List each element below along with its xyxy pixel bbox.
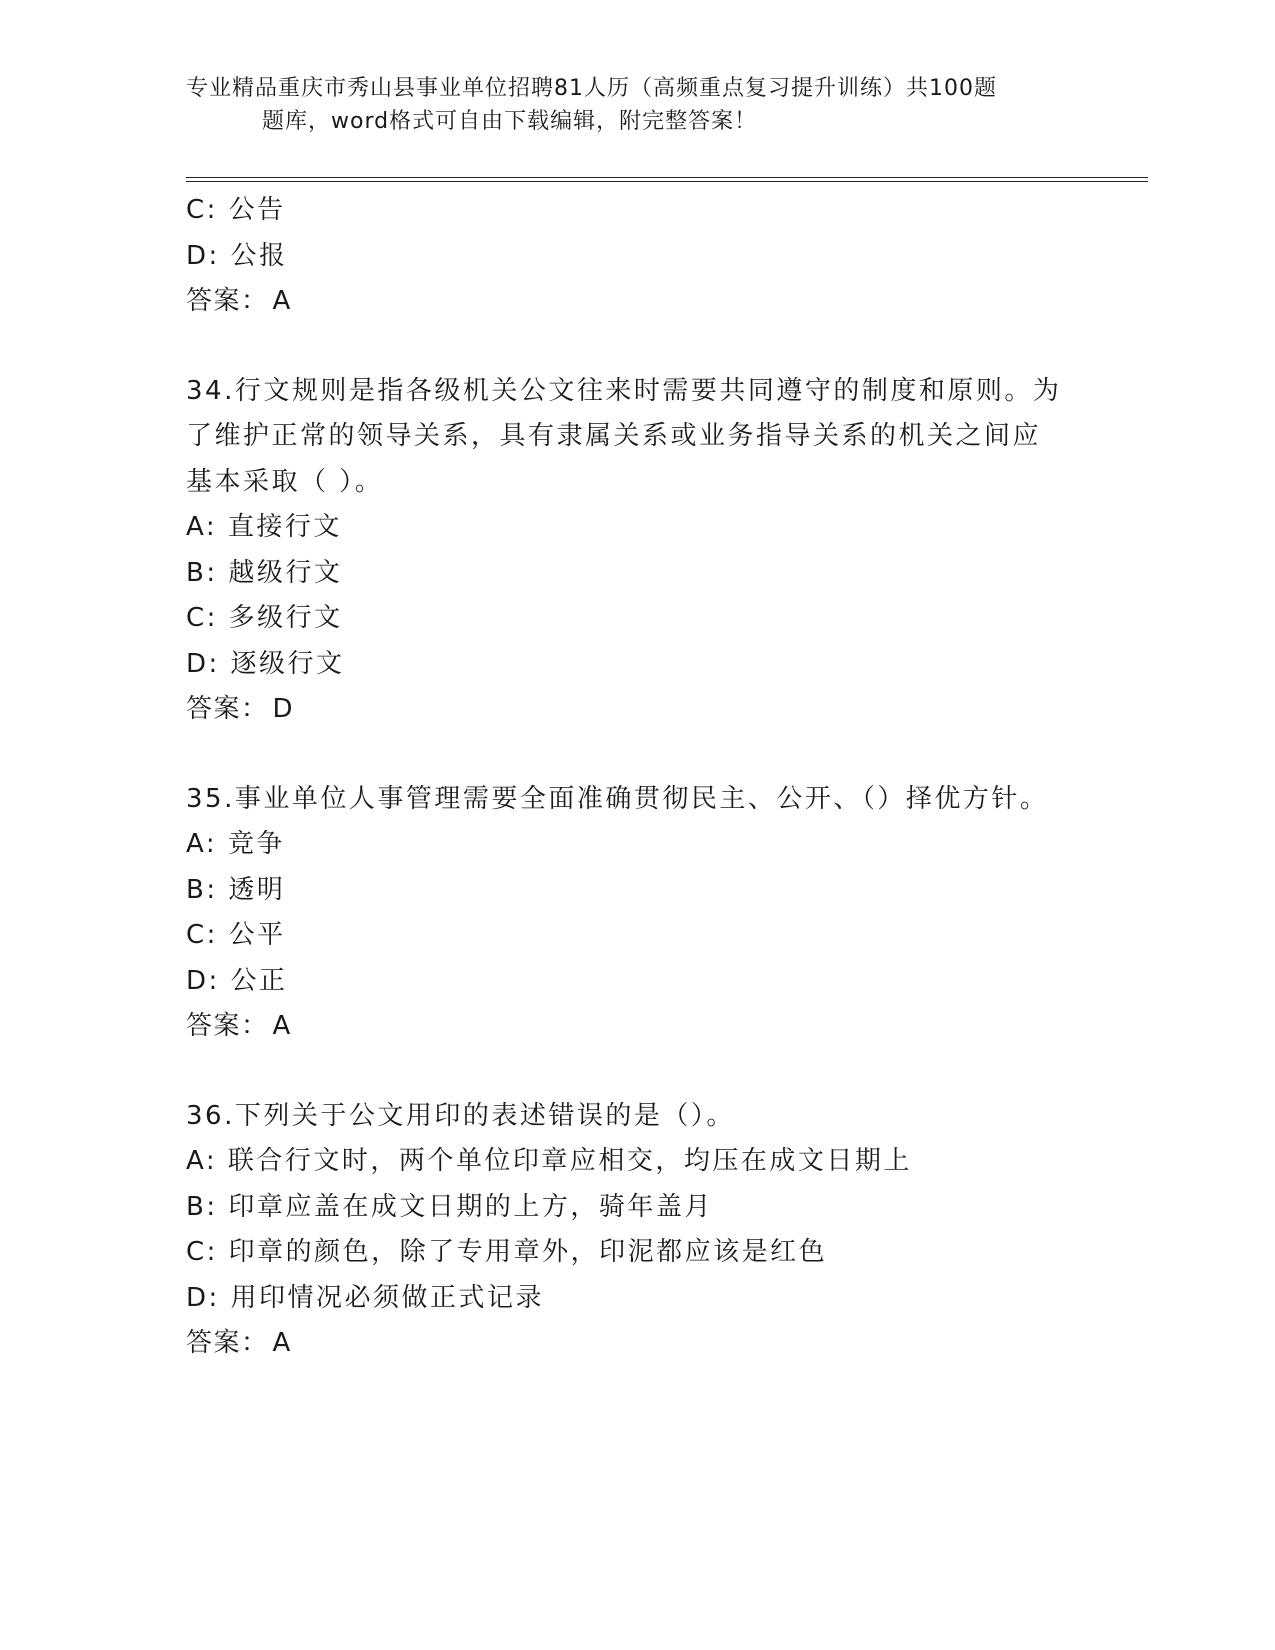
question-stem-line bbox=[186, 1094, 1096, 1140]
question-34 bbox=[186, 369, 1096, 733]
option-a: A: 联合行文时，两个单位印章应相交，均压在成文日期上 bbox=[186, 1146, 912, 1176]
answer-line bbox=[186, 1004, 1096, 1050]
question-number: 34. bbox=[186, 375, 235, 406]
option-d: D: 公报 bbox=[186, 240, 288, 271]
question-fragment bbox=[186, 188, 1096, 325]
option-b: B: 越级行文 bbox=[186, 557, 343, 588]
option-c: C: 公告 bbox=[186, 195, 286, 225]
header-rule-top bbox=[186, 177, 1148, 178]
page-header bbox=[186, 72, 1096, 138]
question-stem-line bbox=[186, 777, 1096, 823]
answer-line bbox=[186, 687, 1096, 733]
question-35 bbox=[186, 777, 1096, 1050]
option-b: B: 印章应盖在成文日期的上方，骑年盖月 bbox=[186, 1191, 713, 1222]
answer-value: A bbox=[272, 286, 292, 316]
question-36 bbox=[186, 1094, 1096, 1367]
document-body bbox=[186, 188, 1096, 1367]
answer-line bbox=[186, 1321, 1096, 1367]
answer-value: A bbox=[272, 1328, 292, 1358]
header-rule-bottom bbox=[186, 181, 1148, 182]
question-stem-text: 下列关于公文用印的表述错误的是（）。 bbox=[234, 1100, 735, 1131]
answer-line bbox=[186, 279, 1096, 325]
answer-label: 答案： bbox=[186, 694, 269, 724]
option-c: C: 多级行文 bbox=[186, 603, 343, 633]
option-c: C: 公平 bbox=[186, 920, 286, 950]
question-stem-text: 行文规则是指各级机关公文往来时需要共同遵守的制度和原则。为 bbox=[234, 375, 1062, 406]
question-stem-text: 事业单位人事管理需要全面准确贯彻民主、公开、（）择优方针。 bbox=[234, 783, 1049, 814]
option-d: D: 用印情况必须做正式记录 bbox=[186, 1282, 545, 1313]
answer-label: 答案： bbox=[186, 1011, 269, 1041]
option-b: B: 透明 bbox=[186, 874, 286, 905]
option-d: D: 逐级行文 bbox=[186, 648, 345, 679]
option-a: A: 竞争 bbox=[186, 829, 285, 859]
header-line-1: 专业精品重庆市秀山县事业单位招聘81人历（高频重点复习提升训练）共100题 bbox=[186, 76, 997, 101]
answer-value: A bbox=[272, 1011, 292, 1041]
answer-label: 答案： bbox=[186, 1328, 269, 1358]
option-c: C: 印章的颜色，除了专用章外，印泥都应该是红色 bbox=[186, 1237, 828, 1267]
question-stem-line: 基本采取（ ）。 bbox=[186, 466, 384, 497]
question-number: 35. bbox=[186, 783, 235, 814]
question-number: 36. bbox=[186, 1100, 235, 1131]
header-line-2: 题库，word格式可自由下载编辑，附完整答案！ bbox=[262, 109, 758, 134]
question-stem-line bbox=[186, 369, 1096, 415]
option-d: D: 公正 bbox=[186, 965, 288, 996]
question-stem-line: 了维护正常的领导关系，具有隶属关系或业务指导关系的机关之间应 bbox=[186, 421, 1042, 451]
option-a: A: 直接行文 bbox=[186, 512, 342, 542]
answer-value: D bbox=[272, 694, 295, 724]
answer-label: 答案： bbox=[186, 286, 269, 316]
